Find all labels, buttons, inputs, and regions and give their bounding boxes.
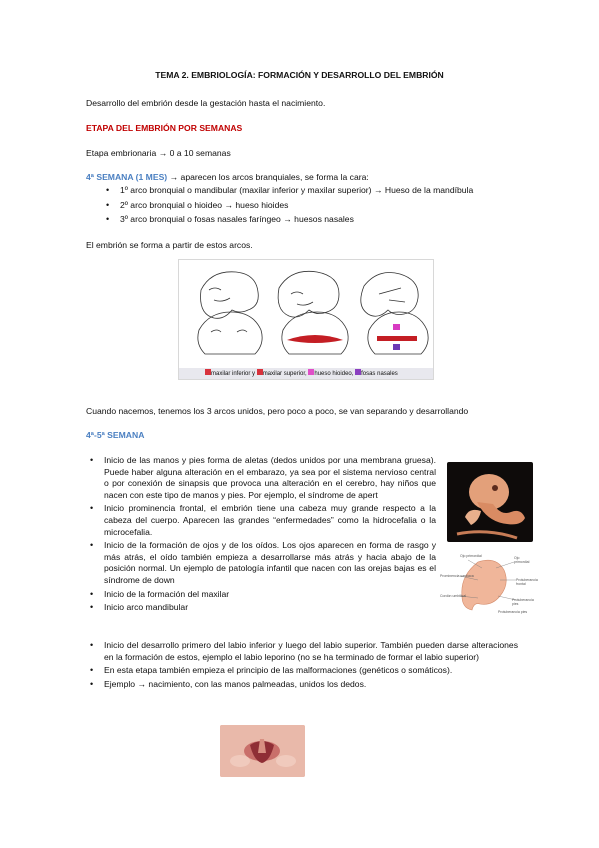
embryo-sketches <box>179 260 433 379</box>
week45-list-b <box>86 640 518 690</box>
embryo-photo <box>447 462 533 542</box>
list-item: • En esta etapa también empieza el principio de las malformaciones (genéticos o somáticos). <box>86 665 518 677</box>
branchial-arches-figure <box>178 259 434 380</box>
list-item: • Ejemplo → nacimiento, con las manos palmeadas, unidos los dedos. <box>86 679 518 691</box>
list-item: • Inicio de la formación de ojos y de los oídos. Los ojos aparecen en forma de rasgo y más atrás, el oído también empieza a desarrollarse más atrás y hacia abajo de la posición normal. Un ejemplo de patología infantil que nacen con las orejas bajas es el síndrome de down <box>86 540 436 586</box>
born-text: Cuando nacemos, tenemos los 3 arcos unidos, pero poco a poco, se van separando y desarrollando <box>86 406 469 416</box>
list-item: • Inicio de las manos y pies forma de aletas (dedos unidos por una membrana gruesa). Puede haber alguna alteración en el embarazo, ya sea por el sistema nervioso central o por conexión de sinapsis que provoca una alteración en el cerebro, hay niños que nacen con este tipo de manos y pies. Por ejemplo, el síndrome de apert <box>86 455 436 501</box>
intro-text: Desarrollo del embrión desde la gestación hasta el nacimiento. <box>86 98 326 108</box>
list-item: • Inicio de la formación del maxilar <box>86 589 436 601</box>
list-item: • 1º arco bronquial o mandibular (maxilar inferior y maxilar superior) → Hueso de la mandíbula <box>102 185 522 197</box>
week4-text: → aparecen los arcos branquiales, se forma la cara: <box>167 172 369 182</box>
figure-legend: maxilar inferior y maxilar superior, hueso hioideo, fosas nasales <box>205 369 398 379</box>
week4-list <box>102 185 522 226</box>
cleft-lip-photo <box>220 725 305 777</box>
week45-list-a <box>86 455 436 614</box>
week4-after-text: El embrión se forma a partir de estos arcos. <box>86 240 253 250</box>
stage-line: Etapa embrionaria → 0 a 10 semanas <box>86 148 231 158</box>
section-heading: ETAPA DEL EMBRIÓN POR SEMANAS <box>86 123 243 133</box>
list-item: • 3º arco bronquial o fosas nasales faríngeo → huesos nasales <box>102 214 522 226</box>
list-item: • Inicio arco mandibular <box>86 602 436 614</box>
page-title: TEMA 2. EMBRIOLOGÍA: FORMACIÓN Y DESARROLLO DEL EMBRIÓN <box>155 70 444 80</box>
list-item: • Inicio del desarrollo primero del labio inferior y luego del labio superior. También pueden darse alteraciones en la formación de estos, ejemplo el labio leporino (no se ha terminado de formar el labio superior) <box>86 640 518 663</box>
embryo-diagram: Ojo primordial Ojo primordial Prominencia cardiaca Protuberancia frontal Cordón umbilical Protuberancia pies Protuberancia pies <box>438 550 533 620</box>
list-item: • Inicio prominencia frontal, el embrión tiene una cabeza muy grande respecto a la cabeza del cuerpo. Aparecen las grandes “enfermedades” como la hidrocefalia o la microcefalia. <box>86 503 436 538</box>
week45-heading: 4ª-5ª SEMANA <box>86 430 145 440</box>
list-item: • 2º arco bronquial o hioideo → hueso hioides <box>102 200 522 212</box>
week4-line <box>86 172 369 184</box>
week4-heading: 4ª SEMANA (1 MES) <box>86 172 168 182</box>
